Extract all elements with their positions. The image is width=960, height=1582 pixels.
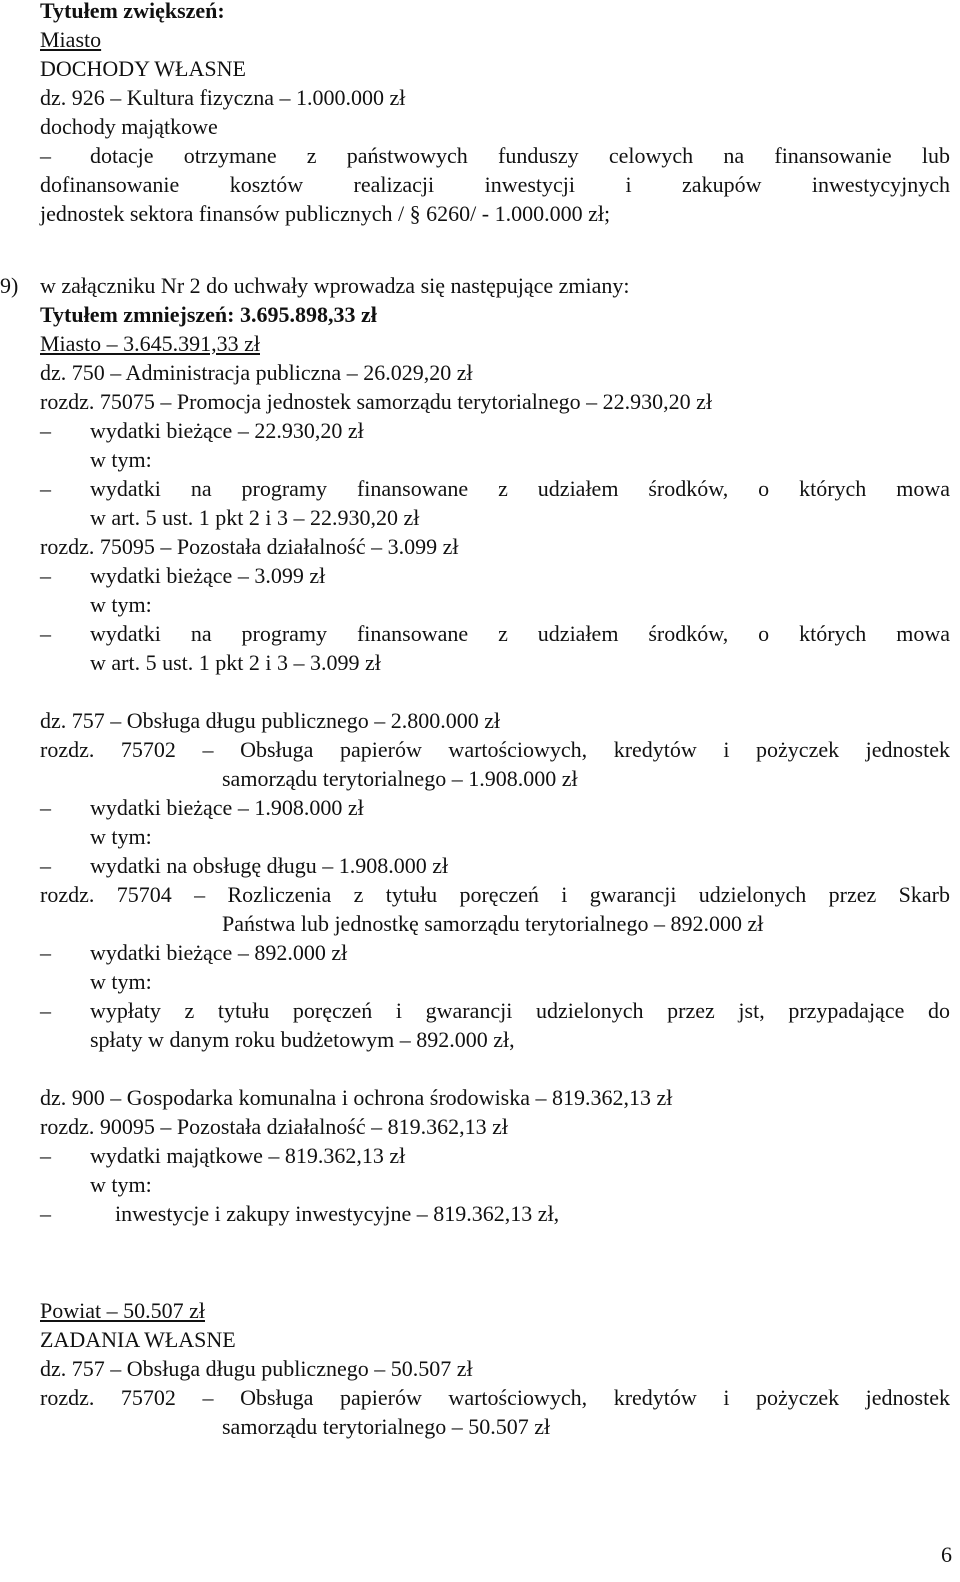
chapter-75702-line-1: rozdz. 75702 – Obsługa papierów wartościowych, kredytów i pożyczek jednostek: [40, 737, 950, 762]
program-expenses-75095-2: w art. 5 ust. 1 pkt 2 i 3 – 3.099 zł: [90, 650, 381, 675]
current-expenses-75075: – wydatki bieżące – 22.930,20 zł: [40, 418, 364, 443]
page-number: 6: [941, 1542, 952, 1567]
chapter-75702-line-2: samorządu terytorialnego – 1.908.000 zł: [222, 766, 578, 791]
including-75704: w tym:: [90, 969, 152, 994]
including-75095: w tym:: [90, 592, 152, 617]
including-75702: w tym:: [90, 824, 152, 849]
chapter-75702-powiat-1: rozdz. 75702 – Obsługa papierów wartościowych, kredytów i pożyczek jednostek: [40, 1385, 950, 1410]
item-line-2: dofinansowanie kosztów realizacji inwestycji i zakupów inwestycyjnych: [40, 172, 950, 197]
item-line-1: – dotacje otrzymane z państwowych funduszy celowych na finansowanie lub: [40, 143, 950, 168]
unit-miasto-label: Miasto: [40, 27, 102, 52]
division-757-powiat: dz. 757 – Obsługa długu publicznego – 50.507 zł: [40, 1356, 473, 1381]
point-9-line: [0, 271, 950, 300]
division-757-line: dz. 757 – Obsługa długu publicznego – 2.800.000 zł: [40, 708, 501, 733]
dash-marker: –: [40, 143, 51, 168]
division-926-line: dz. 926 – Kultura fizyczna – 1.000.000 zł: [40, 85, 406, 110]
current-expenses-75095: – wydatki bieżące – 3.099 zł: [40, 563, 326, 588]
division-900-line: dz. 900 – Gospodarka komunalna i ochrona środowiska – 819.362,13 zł: [40, 1085, 673, 1110]
increase-heading: Tytułem zwiększeń:: [40, 0, 225, 23]
program-expenses-75095-1: – wydatki na programy finansowane z udziałem środków, o których mowa: [40, 621, 950, 646]
chapter-75704-line-1: rozdz. 75704 – Rozliczenia z tytułu poręczeń i gwarancji udzielonych przez Skarb: [40, 882, 950, 907]
chapter-75075-line: rozdz. 75075 – Promocja jednostek samorządu terytorialnego – 22.930,20 zł: [40, 389, 713, 414]
unit-powiat-line: Powiat – 50.507 zł: [40, 1298, 205, 1323]
point-intro: w załączniku Nr 2 do uchwały wprowadza się następujące zmiany:: [40, 273, 630, 298]
division-750-line: dz. 750 – Administracja publiczna – 26.029,20 zł: [40, 360, 473, 385]
capital-expenses-90095: – wydatki majątkowe – 819.362,13 zł: [40, 1143, 406, 1168]
chapter-75095-line: rozdz. 75095 – Pozostała działalność – 3.099 zł: [40, 534, 459, 559]
chapter-75702-powiat-2: samorządu terytorialnego – 50.507 zł: [222, 1414, 551, 1439]
investments-90095: – inwestycje i zakupy inwestycyjne – 819.362,13 zł,: [40, 1201, 560, 1226]
task-type-label: DOCHODY WŁASNE: [40, 56, 246, 81]
program-expenses-75075-2: w art. 5 ust. 1 pkt 2 i 3 – 22.930,20 zł: [90, 505, 420, 530]
decrease-heading: Tytułem zmniejszeń: 3.695.898,33 zł: [40, 302, 377, 327]
current-expenses-75704: – wydatki bieżące – 892.000 zł: [40, 940, 348, 965]
chapter-90095-line: rozdz. 90095 – Pozostała działalność – 819.362,13 zł: [40, 1114, 509, 1139]
guarantee-payments-1: – wypłaty z tytułu poręczeń i gwarancji udzielonych przez jst, przypadające do: [40, 998, 950, 1023]
item-line-3: jednostek sektora finansów publicznych / § 6260/ - 1.000.000 zł;: [40, 201, 611, 226]
chapter-75704-line-2: Państwa lub jednostkę samorządu terytorialnego – 892.000 zł: [222, 911, 764, 936]
guarantee-payments-2: spłaty w danym roku budżetowym – 892.000 zł,: [90, 1027, 515, 1052]
including-90095: w tym:: [90, 1172, 152, 1197]
point-number: 9): [0, 273, 19, 298]
unit-miasto-total: Miasto – 3.645.391,33 zł: [40, 331, 260, 356]
category-line: dochody majątkowe: [40, 114, 218, 139]
program-expenses-75075-1: – wydatki na programy finansowane z udziałem środków, o których mowa: [40, 476, 950, 501]
task-type-powiat: ZADANIA WŁASNE: [40, 1327, 236, 1352]
debt-service-75702: – wydatki na obsługę długu – 1.908.000 zł: [40, 853, 449, 878]
including-75075: w tym:: [90, 447, 152, 472]
current-expenses-75702: – wydatki bieżące – 1.908.000 zł: [40, 795, 364, 820]
